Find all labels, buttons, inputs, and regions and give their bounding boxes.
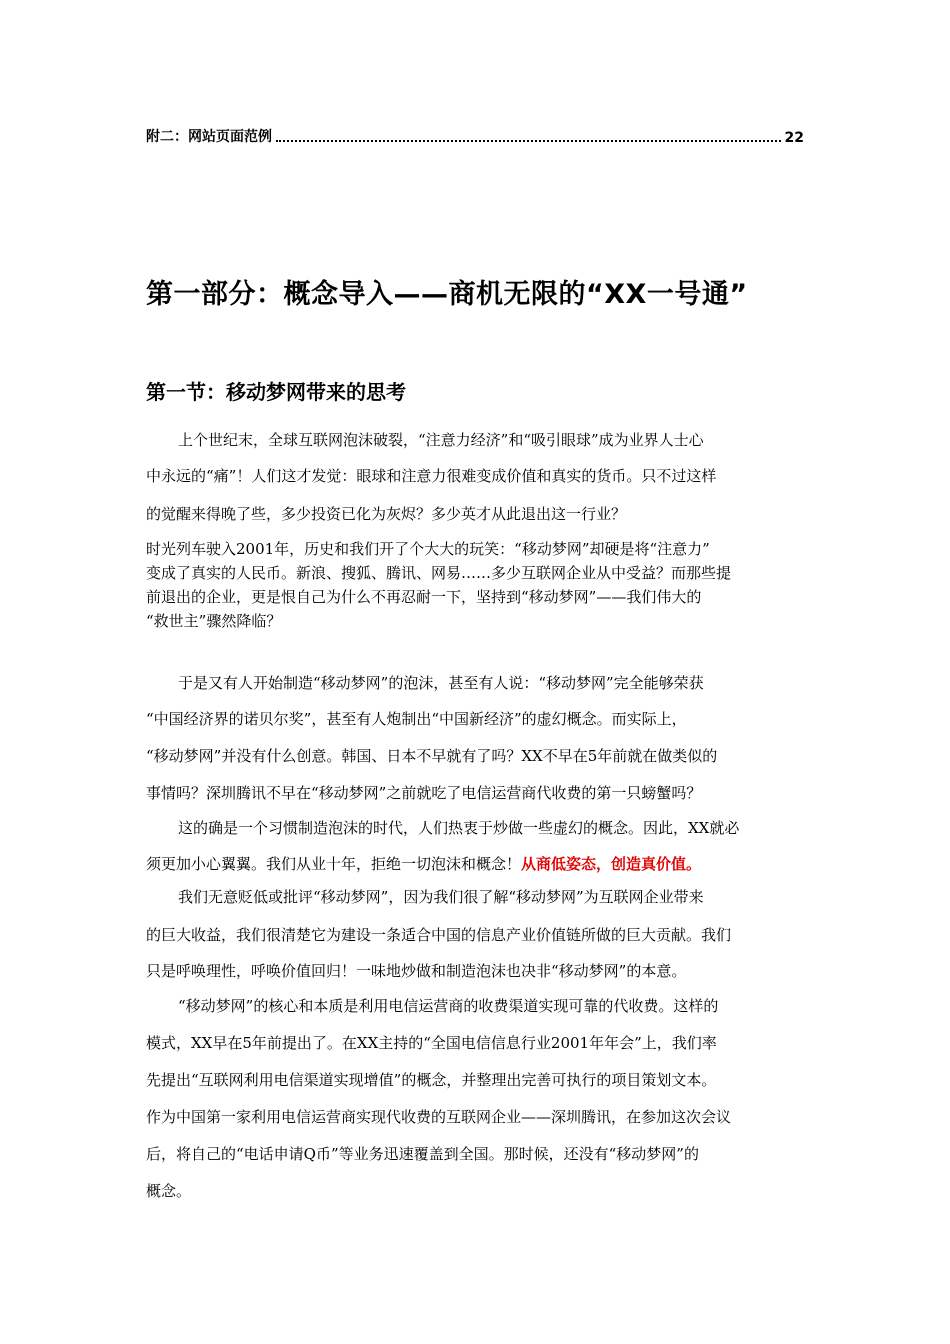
section-title: 第一节：移动梦网带来的思考	[146, 380, 406, 404]
part-title: 第一部分：概念导入——商机无限的“XX一号通”	[146, 279, 748, 310]
paragraph-6-line-2: 模式，XX早在5年前提出了。在XX主持的“全国电信信息行业2001年年会”上，我们率	[146, 1034, 717, 1052]
paragraph-5-line-2: 的巨大收益，我们很清楚它为建设一条适合中国的信息产业价值链所做的巨大贡献。我们	[146, 926, 732, 944]
paragraph-2-line-4: “救世主”骤然降临？	[146, 612, 282, 630]
paragraph-6-line-3: 先提出“互联网利用电信渠道实现增值”的概念，并整理出完善可执行的项目策划文本。	[146, 1071, 717, 1089]
paragraph-6-line-6: 概念。	[146, 1182, 192, 1200]
paragraph-4-line-1: 这的确是一个习惯制造泡沫的时代，人们热衷于炒做一些虚幻的概念。因此，XX就必	[178, 819, 740, 837]
paragraph-3-line-2: “中国经济界的诺贝尔奖”，甚至有人炮制出“中国新经济”的虚幻概念。而实际上，	[146, 710, 687, 728]
paragraph-6-line-5: 后，将自己的“电话申请Q币”等业务迅速覆盖到全国。那时候，还没有“移动梦网”的	[146, 1145, 699, 1163]
paragraph-4-line-2	[146, 854, 701, 874]
toc-entry-label: 附二：网站页面范例	[146, 129, 272, 145]
paragraph-5-line-1: 我们无意贬低或批评“移动梦网”，因为我们很了解“移动梦网”为互联网企业带来	[178, 888, 704, 906]
paragraph-3-line-3: “移动梦网”并没有什么创意。韩国、日本不早就有了吗？XX不早在5年前就在做类似的	[146, 747, 718, 765]
toc-page-number: 22	[784, 130, 804, 146]
paragraph-1-line-2: 中永远的“痛”！人们这才发觉：眼球和注意力很难变成价值和真实的货币。只不过这样	[146, 467, 717, 485]
toc-leader-dots	[276, 139, 781, 142]
paragraph-1-line-1: 上个世纪末，全球互联网泡沫破裂，“注意力经济”和“吸引眼球”成为业界人士心	[178, 431, 704, 449]
paragraph-1-line-3: 的觉醒来得晚了些，多少投资已化为灰烬？多少英才从此退出这一行业？	[146, 505, 627, 523]
paragraph-2-line-2: 变成了真实的人民币。新浪、搜狐、腾讯、网易……多少互联网企业从中受益？而那些提	[146, 564, 732, 582]
paragraph-6-line-1: “移动梦网”的核心和本质是利用电信运营商的收费渠道实现可靠的代收费。这样的	[178, 997, 719, 1015]
paragraph-3-line-4: 事情吗？深圳腾讯不早在“移动梦网”之前就吃了电信运营商代收费的第一只螃蟹吗？	[146, 784, 702, 802]
paragraph-2-line-3: 前退出的企业，更是恨自己为什么不再忍耐一下，坚持到“移动梦网”——我们伟大的	[146, 588, 702, 606]
paragraph-5-line-3: 只是呼唤理性，呼唤价值回归！一味地炒做和制造泡沫也决非“移动梦网”的本意。	[146, 962, 687, 980]
paragraph-3-line-1: 于是又有人开始制造“移动梦网”的泡沫，甚至有人说：“移动梦网”完全能够荣获	[178, 674, 704, 692]
emphasis-slogan: 从商低姿态，创造真价值。	[521, 855, 702, 873]
toc-entry[interactable]	[146, 126, 804, 146]
paragraph-2-line-1: 时光列车驶入2001年，历史和我们开了个大大的玩笑：“移动梦网”却硬是将“注意力”	[146, 540, 710, 558]
paragraph-6-line-4: 作为中国第一家利用电信运营商实现代收费的互联网企业——深圳腾讯，在参加这次会议	[146, 1108, 732, 1126]
paragraph-4-line-2-text: 须更加小心翼翼。我们从业十年，拒绝一切泡沫和概念！	[146, 855, 522, 873]
